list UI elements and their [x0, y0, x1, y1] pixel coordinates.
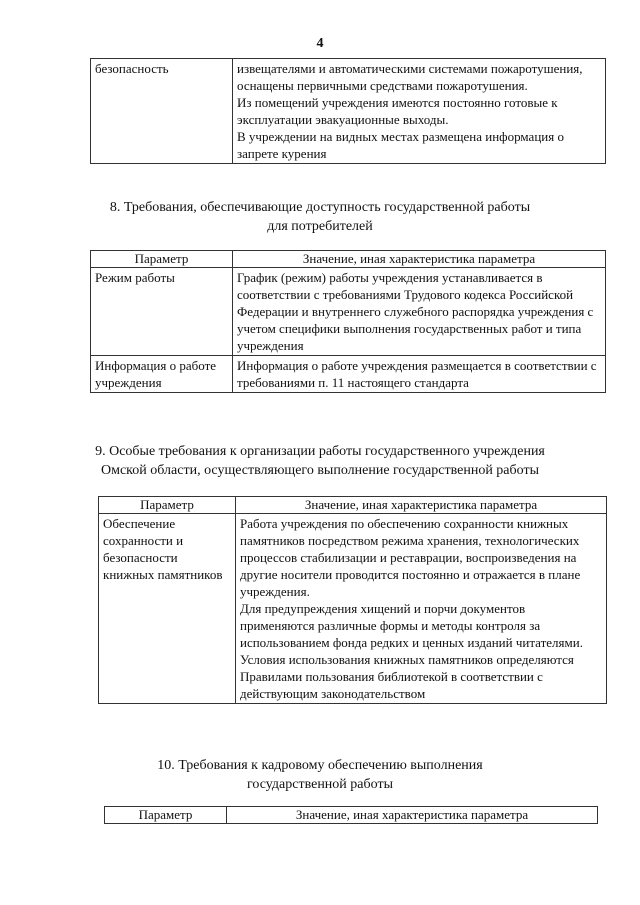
page-number: 4: [316, 36, 324, 51]
section8-heading: [0, 198, 640, 236]
value-paragraph: Условия использования книжных памятников определяются Правилами пользования библиотекой в соответствии с действующим законодательством: [240, 652, 574, 701]
value-cell: [236, 514, 607, 704]
value-cell: Информация о работе учреждения размещается в соответствии с требованиями п. 11 настоящего стандарта: [233, 356, 606, 393]
value-cell: График (режим) работы учреждения устанавливается в соответствии с требованиями Трудового кодекса Российской Федерации и внутреннего служебного распорядка учреждения с учетом специфики выполнения государственных работ и типа учреждения: [233, 268, 606, 356]
column-header-value: Значение, иная характеристика параметра: [227, 807, 598, 824]
section10-heading: [0, 756, 640, 794]
column-header-param: Параметр: [91, 251, 233, 268]
param-cell: Режим работы: [91, 268, 233, 356]
table-top: [90, 58, 606, 164]
heading-line: 10. Требования к кадровому обеспечению выполнения: [157, 758, 483, 773]
table-row: [91, 59, 606, 164]
param-cell: безопасность: [91, 59, 233, 164]
table-section10: [104, 806, 598, 824]
value-paragraph: извещателями и автоматическими системами пожаротушения, оснащены первичными средствами пожаротушения.: [237, 61, 583, 93]
table-row: [99, 514, 607, 704]
value-paragraph: Для предупреждения хищений и порчи документов применяются различные формы и методы контроля за использованием фонда редких и ценных изданий читателями.: [240, 601, 583, 650]
heading-line: 8. Требования, обеспечивающие доступность государственной работы: [109, 200, 531, 215]
value-paragraph: Из помещений учреждения имеются постоянно готовые к эксплуатации эвакуационные выходы.: [237, 95, 558, 127]
heading-line: государственной работы: [247, 777, 393, 792]
param-cell: Информация о работе учреждения: [91, 356, 233, 393]
heading-line: Омской области, осуществляющего выполнение государственной работы: [101, 463, 539, 478]
table-section8: [90, 250, 606, 393]
column-header-value: Значение, иная характеристика параметра: [236, 497, 607, 514]
value-cell: [233, 59, 606, 164]
table-row: [91, 356, 606, 393]
section9-heading: [0, 442, 640, 480]
table-header-row: [91, 251, 606, 268]
heading-line: 9. Особые требования к организации работы государственного учреждения: [95, 444, 545, 459]
table-section9: [98, 496, 607, 704]
value-paragraph: В учреждении на видных местах размещена информация о запрете курения: [237, 129, 564, 161]
table-header-row: [105, 807, 598, 824]
column-header-param: Параметр: [105, 807, 227, 824]
column-header-param: Параметр: [99, 497, 236, 514]
table-row: [91, 268, 606, 356]
table-header-row: [99, 497, 607, 514]
heading-line: для потребителей: [267, 219, 373, 234]
column-header-value: Значение, иная характеристика параметра: [233, 251, 606, 268]
value-paragraph: Работа учреждения по обеспечению сохранности книжных памятников посредством режима хранения, технологических процессов стабилизации и реставрации, воспроизведения на другие носители проводится постоянно и отражается в плане учреждения.: [240, 516, 581, 599]
param-cell: Обеспечение сохранности и безопасности книжных памятников: [99, 514, 236, 704]
